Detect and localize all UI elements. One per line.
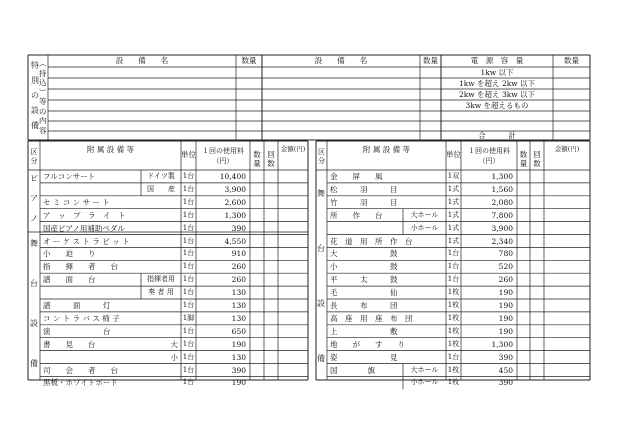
left-row-price: 130 bbox=[231, 313, 246, 323]
power-capacity-header: 電 源 容 量 bbox=[470, 56, 524, 65]
left-row-price: 10,400 bbox=[219, 172, 246, 181]
left-category-stage: 舞 bbox=[30, 239, 38, 248]
left-row-unit: 1台 bbox=[182, 365, 195, 374]
right-row-unit: 1式 bbox=[447, 236, 460, 245]
right-category-stage: 設 bbox=[317, 299, 325, 308]
side-label-char: 設 bbox=[31, 106, 39, 115]
side-label-char: の bbox=[31, 91, 39, 100]
left-row-sub: 指揮者用 bbox=[147, 275, 175, 284]
right-row-unit: 1式 bbox=[447, 184, 460, 193]
total-label: 合 計 bbox=[478, 131, 516, 140]
side-label-2-char: 容 bbox=[39, 125, 47, 135]
right-row-unit: 1台 bbox=[447, 275, 460, 284]
right-price-header: １回の使用料（円） bbox=[468, 147, 510, 165]
right-row-price: 1,300 bbox=[491, 172, 513, 181]
right-row-price: 190 bbox=[498, 288, 513, 298]
right-row-unit: 1枚 bbox=[447, 339, 460, 348]
right-category-stage: 台 bbox=[317, 244, 325, 253]
right-row-price: 390 bbox=[498, 352, 513, 362]
left-row-name: 譜 面 灯 bbox=[43, 301, 111, 310]
power-option: 3kw を超えるもの bbox=[465, 101, 529, 110]
left-row-price: 260 bbox=[231, 275, 246, 285]
left-row-unit: 1台 bbox=[182, 197, 195, 206]
left-row-price: 390 bbox=[231, 223, 246, 233]
power-option: 2kw を超え 3kw 以下 bbox=[458, 90, 536, 99]
right-qty-header: 数量 bbox=[519, 150, 528, 168]
left-row-name: 指 揮 者 台 bbox=[43, 262, 118, 272]
right-row-sub: 小ホール bbox=[410, 378, 439, 387]
left-row-name: フルコンサート bbox=[43, 172, 96, 181]
right-row-unit: 1枚 bbox=[447, 365, 460, 374]
side-label-2-char: の bbox=[39, 106, 47, 116]
right-row-name: 国 旗 bbox=[330, 365, 375, 375]
right-row-unit: 1台 bbox=[447, 249, 460, 258]
right-row-sub: 大ホール bbox=[410, 210, 439, 219]
left-unit-header: 単位 bbox=[181, 150, 196, 159]
left-row-name: オ ー ケ ス ト ラ ピ ッ ト bbox=[43, 236, 130, 246]
left-row-unit: 1台 bbox=[182, 236, 195, 245]
qty-header: 数量 bbox=[241, 56, 257, 65]
side-label-2-char: 持 bbox=[39, 68, 47, 78]
right-row-name: 竹 羽 目 bbox=[330, 197, 398, 207]
side-label-2-char: 内 bbox=[39, 116, 47, 125]
left-row-name: 譜 面 台 bbox=[43, 275, 96, 285]
right-row-price: 2,080 bbox=[491, 197, 513, 207]
right-row-sub: 大ホール bbox=[410, 365, 439, 374]
right-row-price: 780 bbox=[498, 249, 513, 259]
left-row-unit: 1台 bbox=[182, 378, 195, 387]
side-label-2-char: 等 bbox=[39, 97, 47, 106]
left-row-price: 1,300 bbox=[224, 210, 246, 220]
left-category-stage: 台 bbox=[30, 279, 38, 288]
left-row-sub: 小 bbox=[170, 352, 178, 362]
left-row-price: 260 bbox=[231, 262, 246, 272]
left-row-unit: 1台 bbox=[182, 326, 195, 335]
right-category-header: 区分 bbox=[318, 148, 325, 165]
right-row-price: 190 bbox=[498, 313, 513, 323]
qty-header-2: 数量 bbox=[423, 56, 438, 65]
right-row-name: 所 作 台 bbox=[330, 210, 383, 220]
right-row-name: 地 が す り bbox=[330, 339, 405, 349]
right-row-price: 7,800 bbox=[491, 210, 513, 220]
right-row-price: 190 bbox=[498, 326, 513, 336]
right-row-price: 390 bbox=[498, 378, 513, 388]
left-row-name: 黒板・ホワイトボード bbox=[43, 378, 118, 388]
right-row-price: 520 bbox=[498, 262, 513, 272]
side-label-char: 備 bbox=[31, 121, 39, 130]
right-row-name: 姿 見 bbox=[330, 352, 398, 362]
right-row-name: 大 鼓 bbox=[330, 249, 398, 259]
left-row-unit: 1台 bbox=[182, 210, 195, 219]
left-row-name: セ ミ コ ン サ ー ト bbox=[43, 197, 110, 207]
left-row-unit: 1台 bbox=[182, 275, 195, 284]
right-row-unit: 1枚 bbox=[447, 288, 460, 297]
right-row-price: 2,340 bbox=[491, 236, 513, 246]
right-row-price: 190 bbox=[498, 301, 513, 310]
right-row-unit: 1式 bbox=[447, 197, 460, 206]
right-row-price: 1,560 bbox=[491, 184, 513, 194]
right-row-name: 小 鼓 bbox=[330, 262, 398, 272]
right-row-unit: 1枚 bbox=[447, 378, 460, 387]
side-label-2-char: ︶ bbox=[39, 87, 47, 97]
left-category-piano: ア bbox=[30, 194, 38, 203]
left-category-header: 区分 bbox=[30, 148, 38, 165]
left-row-unit: 1台 bbox=[182, 184, 195, 193]
left-amount-header: 金額(円) bbox=[280, 145, 306, 153]
left-row-name: 書 見 台 bbox=[43, 339, 96, 349]
left-row-price: 190 bbox=[231, 339, 246, 349]
left-row-price: 650 bbox=[231, 326, 246, 336]
right-item-header: 附 属 設 備 等 bbox=[362, 145, 411, 154]
left-row-name: 国産ピアノ用補助ペダル bbox=[43, 223, 125, 233]
left-row-unit: 1脚 bbox=[182, 313, 195, 322]
left-row-name: 演 台 bbox=[43, 326, 111, 336]
side-label-2-char: 込 bbox=[39, 78, 47, 87]
left-category-piano: ピ bbox=[30, 174, 38, 183]
right-row-price: 3,900 bbox=[491, 223, 513, 233]
right-row-name: 金 屏 風 bbox=[330, 172, 383, 181]
left-row-unit: 1台 bbox=[182, 352, 195, 361]
right-row-name: 平 太 鼓 bbox=[330, 275, 398, 285]
left-row-unit: 1台 bbox=[182, 249, 195, 258]
left-price-header: １回の使用料（円） bbox=[202, 147, 244, 165]
right-row-unit: 1双 bbox=[447, 172, 460, 180]
right-row-price: 450 bbox=[498, 365, 513, 375]
side-label-char: 特 bbox=[31, 61, 39, 70]
left-times-header: 回数 bbox=[267, 150, 275, 168]
qty-header-3: 数量 bbox=[564, 56, 579, 65]
left-row-name: ア ッ プ ラ イ ト bbox=[43, 210, 126, 220]
right-row-name: 花 道 用 所 作 台 bbox=[330, 236, 413, 246]
left-row-price: 4,550 bbox=[224, 236, 246, 246]
left-row-price: 190 bbox=[231, 378, 246, 388]
right-row-unit: 1台 bbox=[447, 262, 460, 271]
right-row-unit: 1枚 bbox=[447, 313, 460, 322]
left-row-price: 130 bbox=[231, 301, 246, 310]
left-row-price: 130 bbox=[231, 352, 246, 362]
right-row-unit: 1式 bbox=[447, 223, 460, 232]
right-category-stage: 舞 bbox=[317, 189, 325, 198]
right-unit-header: 単位 bbox=[446, 150, 461, 159]
left-row-sub: 奏 者 用 bbox=[148, 288, 174, 297]
left-row-unit: 1台 bbox=[182, 223, 195, 232]
left-row-price: 390 bbox=[231, 365, 246, 375]
left-row-name: 司 会 者 台 bbox=[43, 365, 118, 375]
power-option: 1kw 以下 bbox=[480, 68, 514, 77]
left-qty-header: 数量 bbox=[253, 150, 261, 168]
left-row-unit: 1台 bbox=[182, 172, 195, 180]
left-row-price: 2,600 bbox=[224, 197, 246, 207]
left-row-name: コ ン ト ラ バ ス 椅 子 bbox=[43, 313, 120, 323]
side-label-2-char: ︵ bbox=[39, 59, 47, 68]
right-row-name: 松 羽 目 bbox=[330, 184, 398, 194]
left-row-price: 910 bbox=[231, 249, 246, 259]
right-row-unit: 1枚 bbox=[447, 326, 460, 335]
left-category-stage: 設 bbox=[30, 319, 38, 328]
left-row-name: 小 迫 り bbox=[43, 249, 96, 259]
left-row-unit: 1台 bbox=[182, 288, 195, 297]
left-category-stage: 備 bbox=[30, 359, 38, 368]
right-row-name: 上 敷 bbox=[330, 326, 398, 336]
equip-name-header-2: 設 備 名 bbox=[314, 56, 368, 65]
right-category-stage: 備 bbox=[317, 354, 325, 363]
left-row-sub: 国 産 bbox=[147, 184, 175, 193]
equip-name-header: 設 備 名 bbox=[115, 56, 169, 65]
left-category-piano: ノ bbox=[30, 214, 38, 223]
left-row-sub: ドイツ製 bbox=[147, 172, 175, 180]
left-row-price: 130 bbox=[231, 288, 246, 298]
right-row-name: 毛 仙 bbox=[330, 288, 398, 298]
side-label-char: 別 bbox=[31, 76, 39, 85]
right-row-price: 1,300 bbox=[491, 339, 513, 349]
power-option: 1kw を超え 2kw 以下 bbox=[458, 79, 536, 88]
right-amount-header: 金額(円) bbox=[554, 145, 580, 153]
right-row-price: 260 bbox=[498, 275, 513, 285]
left-row-unit: 1台 bbox=[182, 262, 195, 271]
right-row-unit: 1枚 bbox=[447, 301, 460, 309]
right-row-unit: 1台 bbox=[447, 352, 460, 361]
left-item-header: 附 属 設 備 等 bbox=[86, 145, 135, 154]
left-row-unit: 1台 bbox=[182, 301, 195, 309]
right-row-name: 長 布 団 bbox=[330, 301, 398, 310]
left-row-price: 3,900 bbox=[224, 184, 246, 194]
left-row-unit: 1台 bbox=[182, 339, 195, 348]
right-row-sub: 小ホール bbox=[410, 223, 439, 232]
right-times-header: 回数 bbox=[533, 150, 541, 168]
right-row-name: 高 座 用 座 布 団 bbox=[330, 313, 413, 323]
right-row-unit: 1式 bbox=[447, 210, 460, 219]
left-row-sub: 大 bbox=[170, 339, 178, 349]
